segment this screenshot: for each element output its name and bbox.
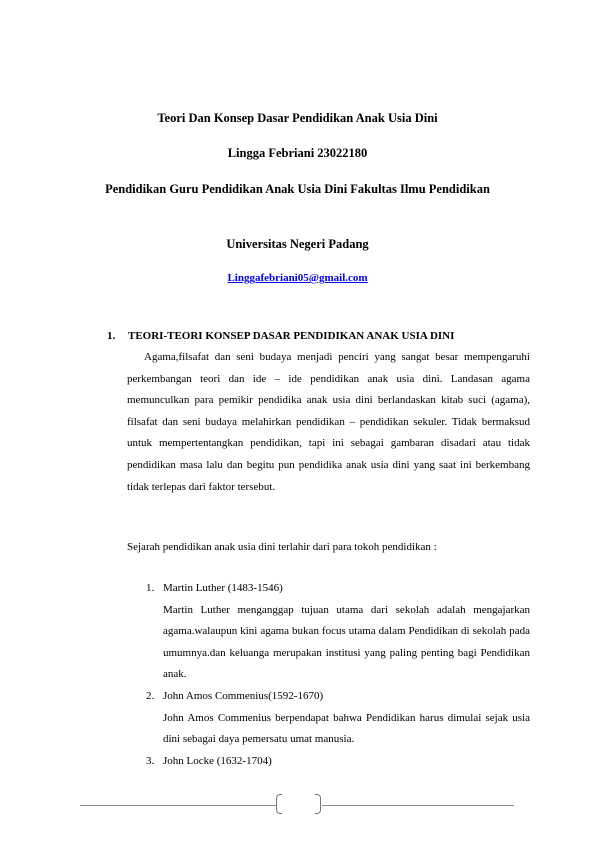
footer-bracket-left-icon <box>276 794 282 814</box>
list-item-number: 1. <box>146 582 155 594</box>
list-item-title: John Amos Commenius(1592-1670) <box>163 689 324 702</box>
footer-rule-left <box>80 805 276 806</box>
email-line <box>0 270 595 286</box>
list-item-description: Martin Luther menganggap tujuan utama dari sekolah adalah mengajarkan agama.walaupun kini agama bukan focus utama dalam Pendidikan di sekolah pada umumnya.dan keluanga merupakan institusi yang paling penting bagi Pendidikan anak. <box>163 603 530 681</box>
list-item <box>146 686 530 751</box>
affiliation-line: Pendidikan Guru Pendidikan Anak Usia Dini Fakultas Ilmu Pendidikan <box>105 182 490 196</box>
body-paragraph-1: Agama,filsafat dan seni budaya menjadi penciri yang sangat besar mempengaruhi perkembangan teori dan ide – ide pendidikan anak usia dini. Landasan agama memunculkan para pemikir pendidika anak usia dini berlandaskan kitab suci (agama), filsafat dan seni budaya melahirkan pendidikan – pendidikan sekuler. Tidak bermaksud untuk mempertentangkan pendidikan, tapi ini sebagai gambaran disadari atau tidak pendidikan masa lalu dan begitu pun pendidika anak usia dini yang saat ini berkembang tidak terlepas dari faktor tersebut. <box>127 351 530 493</box>
footer-rule-right <box>322 805 514 806</box>
list-item-title: John Locke (1632-1704) <box>163 754 272 767</box>
email-link[interactable]: Linggafebriani05@gmail.com <box>227 272 368 284</box>
author-line: Lingga Febriani 23022180 <box>227 146 368 160</box>
list-item <box>146 578 530 686</box>
section-heading-text: TEORI-TEORI KONSEP DASAR PENDIDIKAN ANAK USIA DINI <box>128 330 455 342</box>
list-item-description: John Amos Commenius berpendapat bahwa Pendidikan harus dimulai sejak usia dini sebagai daya pemersatu umat manusia. <box>163 711 530 746</box>
list-item <box>146 751 530 773</box>
list-item-number: 2. <box>146 689 155 702</box>
document-title: Teori Dan Konsep Dasar Pendidikan Anak Usia Dini <box>157 111 438 125</box>
body-paragraph-2: Sejarah pendidikan anak usia dini terlahir dari para tokoh pendidikan : <box>127 541 437 553</box>
list-item-number: 3. <box>146 754 155 767</box>
university-line: Universitas Negeri Padang <box>226 237 369 251</box>
footer-bracket-right-icon <box>315 794 321 814</box>
section-heading <box>107 330 547 342</box>
list-item-title: Martin Luther (1483-1546) <box>163 582 283 594</box>
section-number: 1. <box>107 330 116 342</box>
figures-list <box>146 578 530 772</box>
